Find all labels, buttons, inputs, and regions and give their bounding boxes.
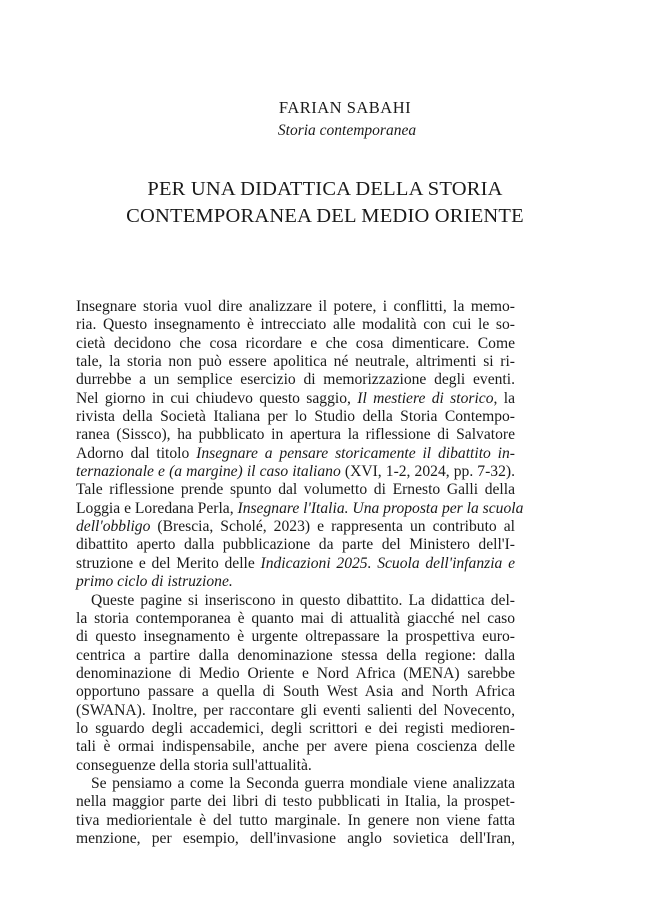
text-line: lo sguardo degli accademici, degli scrittori e dei registi medioren- [76, 719, 515, 737]
title-line-2: CONTEMPORANEA DEL MEDIO ORIENTE [126, 205, 524, 227]
text-line: conseguenze della storia sull'attualità. [76, 756, 312, 774]
text-line: denominazione di Medio Oriente e Nord Africa (MENA) sarebbe [76, 664, 515, 682]
text-run: Loggia e Loredana Perla, [76, 499, 238, 517]
author-name: FARIAN SABAHI [278, 98, 412, 117]
text-line [76, 499, 524, 518]
text-line: tiva mediorientale è del tutto marginale. In genere non viene fatta [76, 811, 515, 829]
text-run: (XVI, 1-2, 2024, pp. 7-32). [340, 463, 515, 481]
text-run: , la [493, 389, 515, 407]
book-title: Insegnare l'Italia. Una proposta per la scuola [237, 499, 524, 517]
text-line: ranea (Sissco), ha pubblicato in apertura la riflessione di Salvatore [76, 426, 515, 444]
article-title [0, 176, 650, 230]
text-line: ria. Questo insegnamento è intrecciato alle modalità con cui le so- [76, 316, 515, 334]
text-line [76, 555, 515, 573]
author-affiliation: Storia contemporanea [277, 122, 417, 139]
text-run: Nel giorno in cui chiudevo questo saggio, [76, 389, 358, 407]
document-title: Indicazioni 2025. Scuola dell'infanzia e [260, 554, 515, 572]
journal-title: Il mestiere di storico [357, 389, 494, 407]
text-line: nella maggior parte dei libri di testo pubblicati in Italia, la prospet- [76, 793, 515, 811]
text-line: Queste pagine si inseriscono in questo dibattito. La didattica del- [91, 591, 515, 609]
text-line: Tale riflessione prende spunto dal volumetto di Ernesto Galli della [76, 481, 515, 499]
text-line: opportuno passare a quella di South West Asia and North Africa [76, 683, 515, 701]
text-line [76, 390, 515, 408]
text-line: menzione, per esempio, dell'invasione anglo sovietica dell'Iran, [76, 829, 515, 847]
title-line-1: PER UNA DIDATTICA DELLA STORIA [147, 178, 503, 200]
text-line: centrica a partire dalla denominazione stessa della regione: dalla [76, 646, 515, 664]
text-line [76, 445, 515, 463]
text-line: tali è ormai indispensabile, anche per avere piena coscienza delle [76, 738, 515, 756]
cited-title: Insegnare a pensare storicamente il dibattito in- [196, 444, 515, 462]
text-line: Insegnare storia vuol dire analizzare il potere, i conflitti, la memo- [76, 298, 515, 315]
document-title: primo ciclo di istruzione. [76, 573, 233, 591]
text-line [76, 463, 515, 481]
body-text [76, 298, 524, 848]
text-line: di questo insegnamento è urgente oltrepassare la prospettiva euro- [76, 628, 515, 646]
text-run: Adorno dal titolo [76, 444, 197, 462]
text-line: (SWANA). Inoltre, per raccontare gli eventi salienti del Novecento, [76, 701, 515, 719]
text-line: cietà decidono che cosa ricordare e che cosa dimenticare. Come [76, 334, 515, 352]
text-line: la storia contemporanea è quanto mai di attualità giacché nel caso [76, 609, 515, 627]
text-run: (Brescia, Scholé, 2023) e rappresenta un contributo al [150, 518, 515, 536]
text-run: struzione e del Merito delle [76, 554, 261, 572]
text-line: durrebbe a un semplice esercizio di memorizzazione degli eventi. [76, 371, 515, 389]
cited-title: ternazionale e (a margine) il caso italiano [76, 463, 341, 481]
text-line: dibattito aperto dalla pubblicazione da parte del Ministero dell'I- [76, 536, 515, 554]
book-title: dell'obbligo [76, 518, 151, 536]
text-line: rivista della Società Italiana per lo Studio della Storia Contempo- [76, 408, 515, 426]
text-line: Se pensiamo a come la Seconda guerra mondiale viene analizzata [91, 774, 515, 792]
text-line [76, 573, 515, 591]
text-line: tale, la storia non può essere apolitica né neutrale, altrimenti si ri- [76, 353, 515, 371]
text-line [76, 518, 515, 536]
